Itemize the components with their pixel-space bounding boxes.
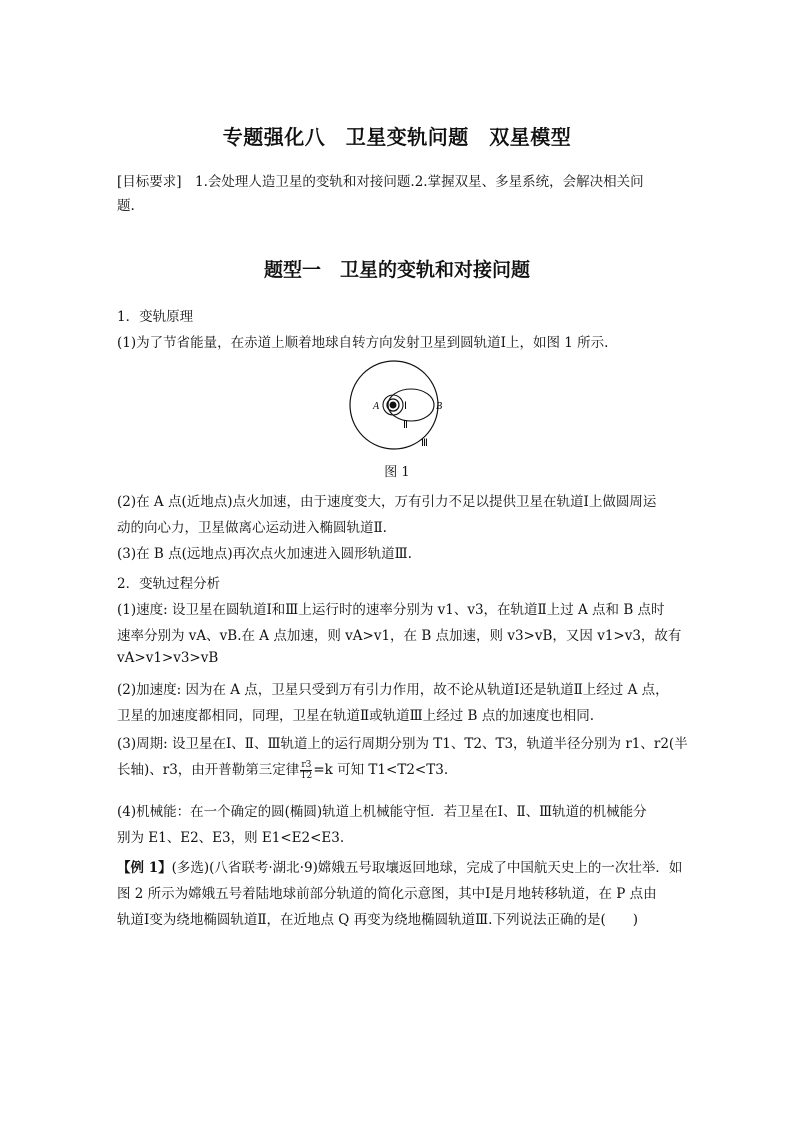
- period-line2: [117, 758, 687, 781]
- goals-line2: 题.: [117, 198, 135, 214]
- fraction-denominator: T2: [300, 771, 313, 781]
- kepler-fraction: [300, 760, 312, 781]
- orbit-figure: [346, 360, 446, 460]
- goals-tag: [目标要求]: [117, 174, 182, 190]
- figure-caption: 图 1: [384, 465, 410, 480]
- period-line2-b: =k 可知 T1<T2<T3.: [313, 762, 449, 778]
- example-line3: 轨道Ⅰ变为绕地椭圆轨道Ⅱ，在近地点 Q 再变为绕地椭圆轨道Ⅲ.下列说法正确的是( ): [117, 912, 639, 928]
- label-B: B: [436, 401, 443, 412]
- point1-p1: (1)为了节省能量，在赤道上顺着地球自转方向发射卫星到圆轨道Ⅰ上，如图 1 所示.: [117, 335, 609, 351]
- example-text1: (多选)(八省联考·湖北·9)嫦娥五号取壤返回地球，完成了中国航天史上的一次壮举．如: [171, 860, 683, 876]
- section-title: 题型一 卫星的变轨和对接问题: [263, 259, 530, 281]
- period-line2-a: 长轴)、r3，由开普勒第三定律: [117, 762, 300, 778]
- goals-paragraph: [117, 170, 682, 218]
- label-I: Ⅰ: [404, 401, 407, 412]
- accel-line1: (2)加速度: 因为在 A 点，卫星只受到万有引力作用，故不论从轨道Ⅰ还是轨道Ⅱ上经过 A 点，: [117, 682, 669, 698]
- label-III: Ⅲ: [421, 438, 428, 449]
- label-II: Ⅱ: [403, 420, 408, 431]
- point1-heading: 1．变轨原理: [117, 309, 194, 325]
- period-line1: (3)周期: 设卫星在Ⅰ、Ⅱ、Ⅲ轨道上的运行周期分别为 T1、T2、T3，轨道半径分别为 r1、r2(半: [117, 736, 688, 752]
- label-A: A: [373, 401, 380, 412]
- speed-line2: 速率分别为 vA、vB.在 A 点加速，则 vA>v1，在 B 点加速，则 v3>vB，又因 v1>v3，故有: [117, 628, 682, 644]
- example-line2: 图 2 所示为嫦娥五号着陆地球前部分轨道的简化示意图，其中Ⅰ是月地转移轨道，在 P 点由: [117, 886, 657, 902]
- point2-heading: 2．变轨过程分析: [117, 576, 221, 592]
- earth-dot: [390, 402, 397, 409]
- speed-line3: vA>v1>v3>vB: [117, 650, 219, 666]
- page-title: 专题强化八 卫星变轨问题 双星模型: [222, 125, 572, 149]
- example-line1: [117, 856, 687, 876]
- speed-line1: (1)速度: 设卫星在圆轨道Ⅰ和Ⅲ上运行时的速率分别为 v1、v3，在轨道Ⅱ上过 A 点和 B 点时: [117, 602, 665, 618]
- energy-line1: (4)机械能：在一个确定的圆(椭圆)轨道上机械能守恒．若卫星在Ⅰ、Ⅱ、Ⅲ轨道的机械能分: [117, 804, 647, 820]
- point1-p2-line1: (2)在 A 点(近地点)点火加速，由于速度变大，万有引力不足以提供卫星在轨道Ⅰ上做圆周运: [117, 494, 657, 510]
- point1-p2-line2: 动的向心力，卫星做离心运动进入椭圆轨道Ⅱ.: [117, 520, 387, 536]
- goals-line1: 1.会处理人造卫星的变轨和对接问题.2.掌握双星、多星系统，会解决相关问: [181, 174, 644, 190]
- fraction-numerator: r3: [301, 760, 312, 770]
- example-tag: 【例 1】: [117, 860, 172, 876]
- point1-p3: (3)在 B 点(远地点)再次点火加速进入圆形轨道Ⅲ.: [117, 546, 412, 562]
- energy-line2: 别为 E1、E2、E3，则 E1<E2<E3.: [117, 830, 345, 846]
- accel-line2: 卫星的加速度都相同，同理，卫星在轨道Ⅱ或轨道Ⅲ上经过 B 点的加速度也相同.: [117, 708, 594, 724]
